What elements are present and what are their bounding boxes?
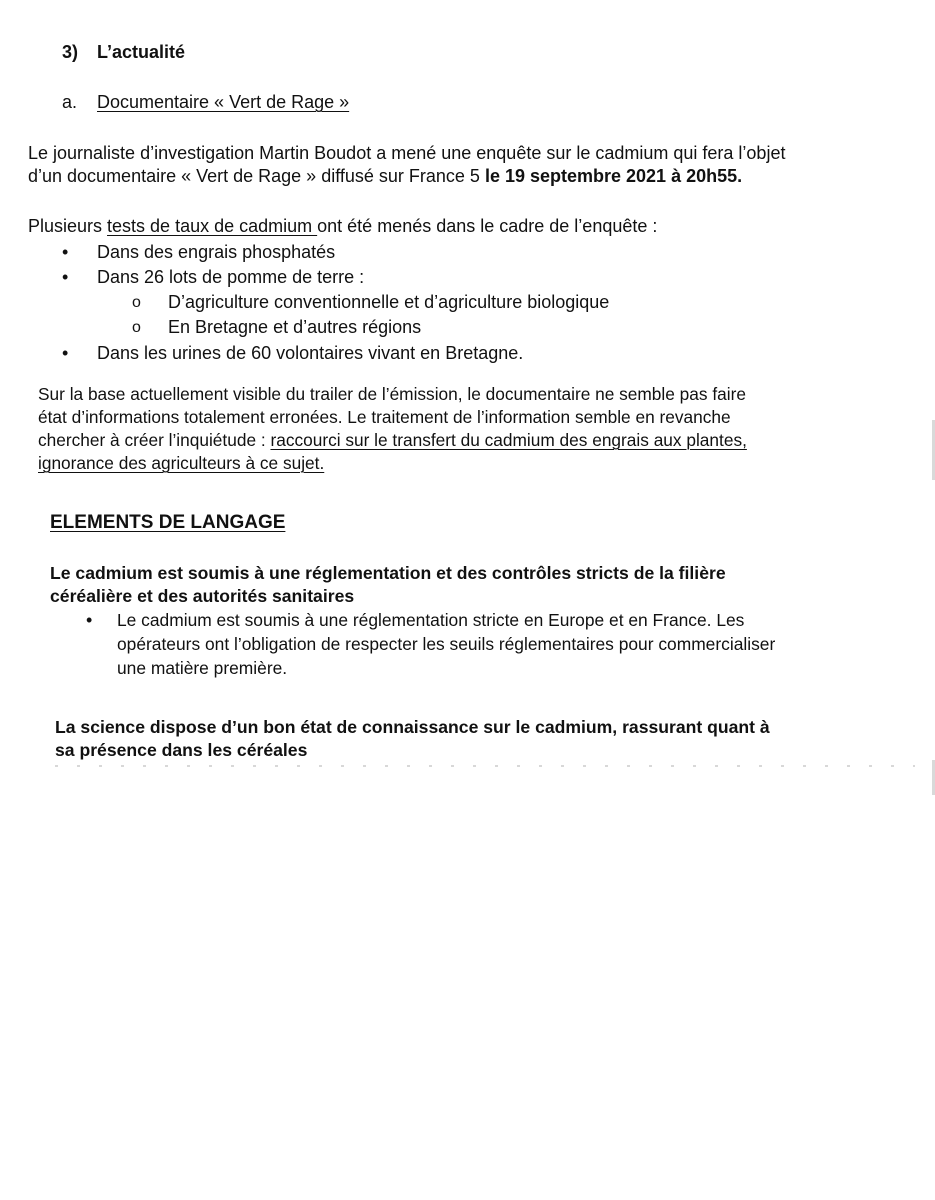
tests-lead-before: Plusieurs [28,216,108,236]
bullet-icon: • [86,610,93,630]
point-1-bullet-line-1: Le cadmium est soumis à une réglementation stricte en Europe et en France. Les [117,610,745,630]
broadcast-date: le 19 septembre 2021 à 20h55. [484,166,743,186]
subsection-title: Documentaire « Vert de Rage » [97,92,350,112]
point-2-heading-line-2: sa présence dans les céréales [55,740,308,760]
bullet-icon: • [62,242,69,262]
point-1-heading-line-2: céréalière et des autorités sanitaires [50,586,355,606]
tests-lead-underlined: tests de taux de cadmium [107,216,318,236]
analysis-line-1: Sur la base actuellement visible du trailer de l’émission, le documentaire ne semble pas faire [38,384,746,404]
intro-line-2-text: d’un documentaire « Vert de Rage » diffusé sur France 5 [28,166,485,186]
intro-line-1: Le journaliste d’investigation Martin Boudot a mené une enquête sur le cadmium qui fera l’objet [28,143,786,163]
elements-heading: ELEMENTS DE LANGAGE [50,512,286,533]
analysis-line-2: état d’informations totalement erronées. Le traitement de l’information semble en revanche [38,407,731,427]
section-number: 3) [62,42,79,62]
cut-off-text-trace [55,765,915,767]
point-2-heading-line-1: La science dispose d’un bon état de connaissance sur le cadmium, rassurant quant à [55,717,770,737]
list-item: Dans des engrais phosphatés [97,242,336,262]
bullet-icon: • [62,267,69,287]
intro-line-2 [28,166,742,187]
analysis-line-3-text: chercher à créer l’inquiétude : [38,430,271,450]
tests-lead-after: ont été menés dans le cadre de l’enquête : [317,216,658,236]
sub-bullet-icon: o [132,294,141,311]
analysis-line-3 [38,431,747,451]
tests-lead [28,216,657,237]
point-1-bullet-line-2: opérateurs ont l’obligation de respecter les seuils réglementaires pour commercialiser [117,634,776,654]
list-item: Dans les urines de 60 volontaires vivant en Bretagne. [97,343,524,363]
list-item: Dans 26 lots de pomme de terre : [97,267,365,287]
analysis-critique-1: raccourci sur le transfert du cadmium des engrais aux plantes, [270,430,747,450]
point-1-heading-line-1: Le cadmium est soumis à une réglementation et des contrôles stricts de la filière [50,563,726,583]
sub-bullet-icon: o [132,319,141,336]
point-1-bullet-line-3: une matière première. [117,658,288,678]
subsection-letter: a. [62,92,78,112]
sub-list-item: D’agriculture conventionnelle et d’agriculture biologique [168,292,610,312]
analysis-critique-2: ignorance des agriculteurs à ce sujet. [38,453,325,473]
section-title: L’actualité [97,42,186,62]
bullet-icon: • [62,343,69,363]
sub-list-item: En Bretagne et d’autres régions [168,317,422,337]
